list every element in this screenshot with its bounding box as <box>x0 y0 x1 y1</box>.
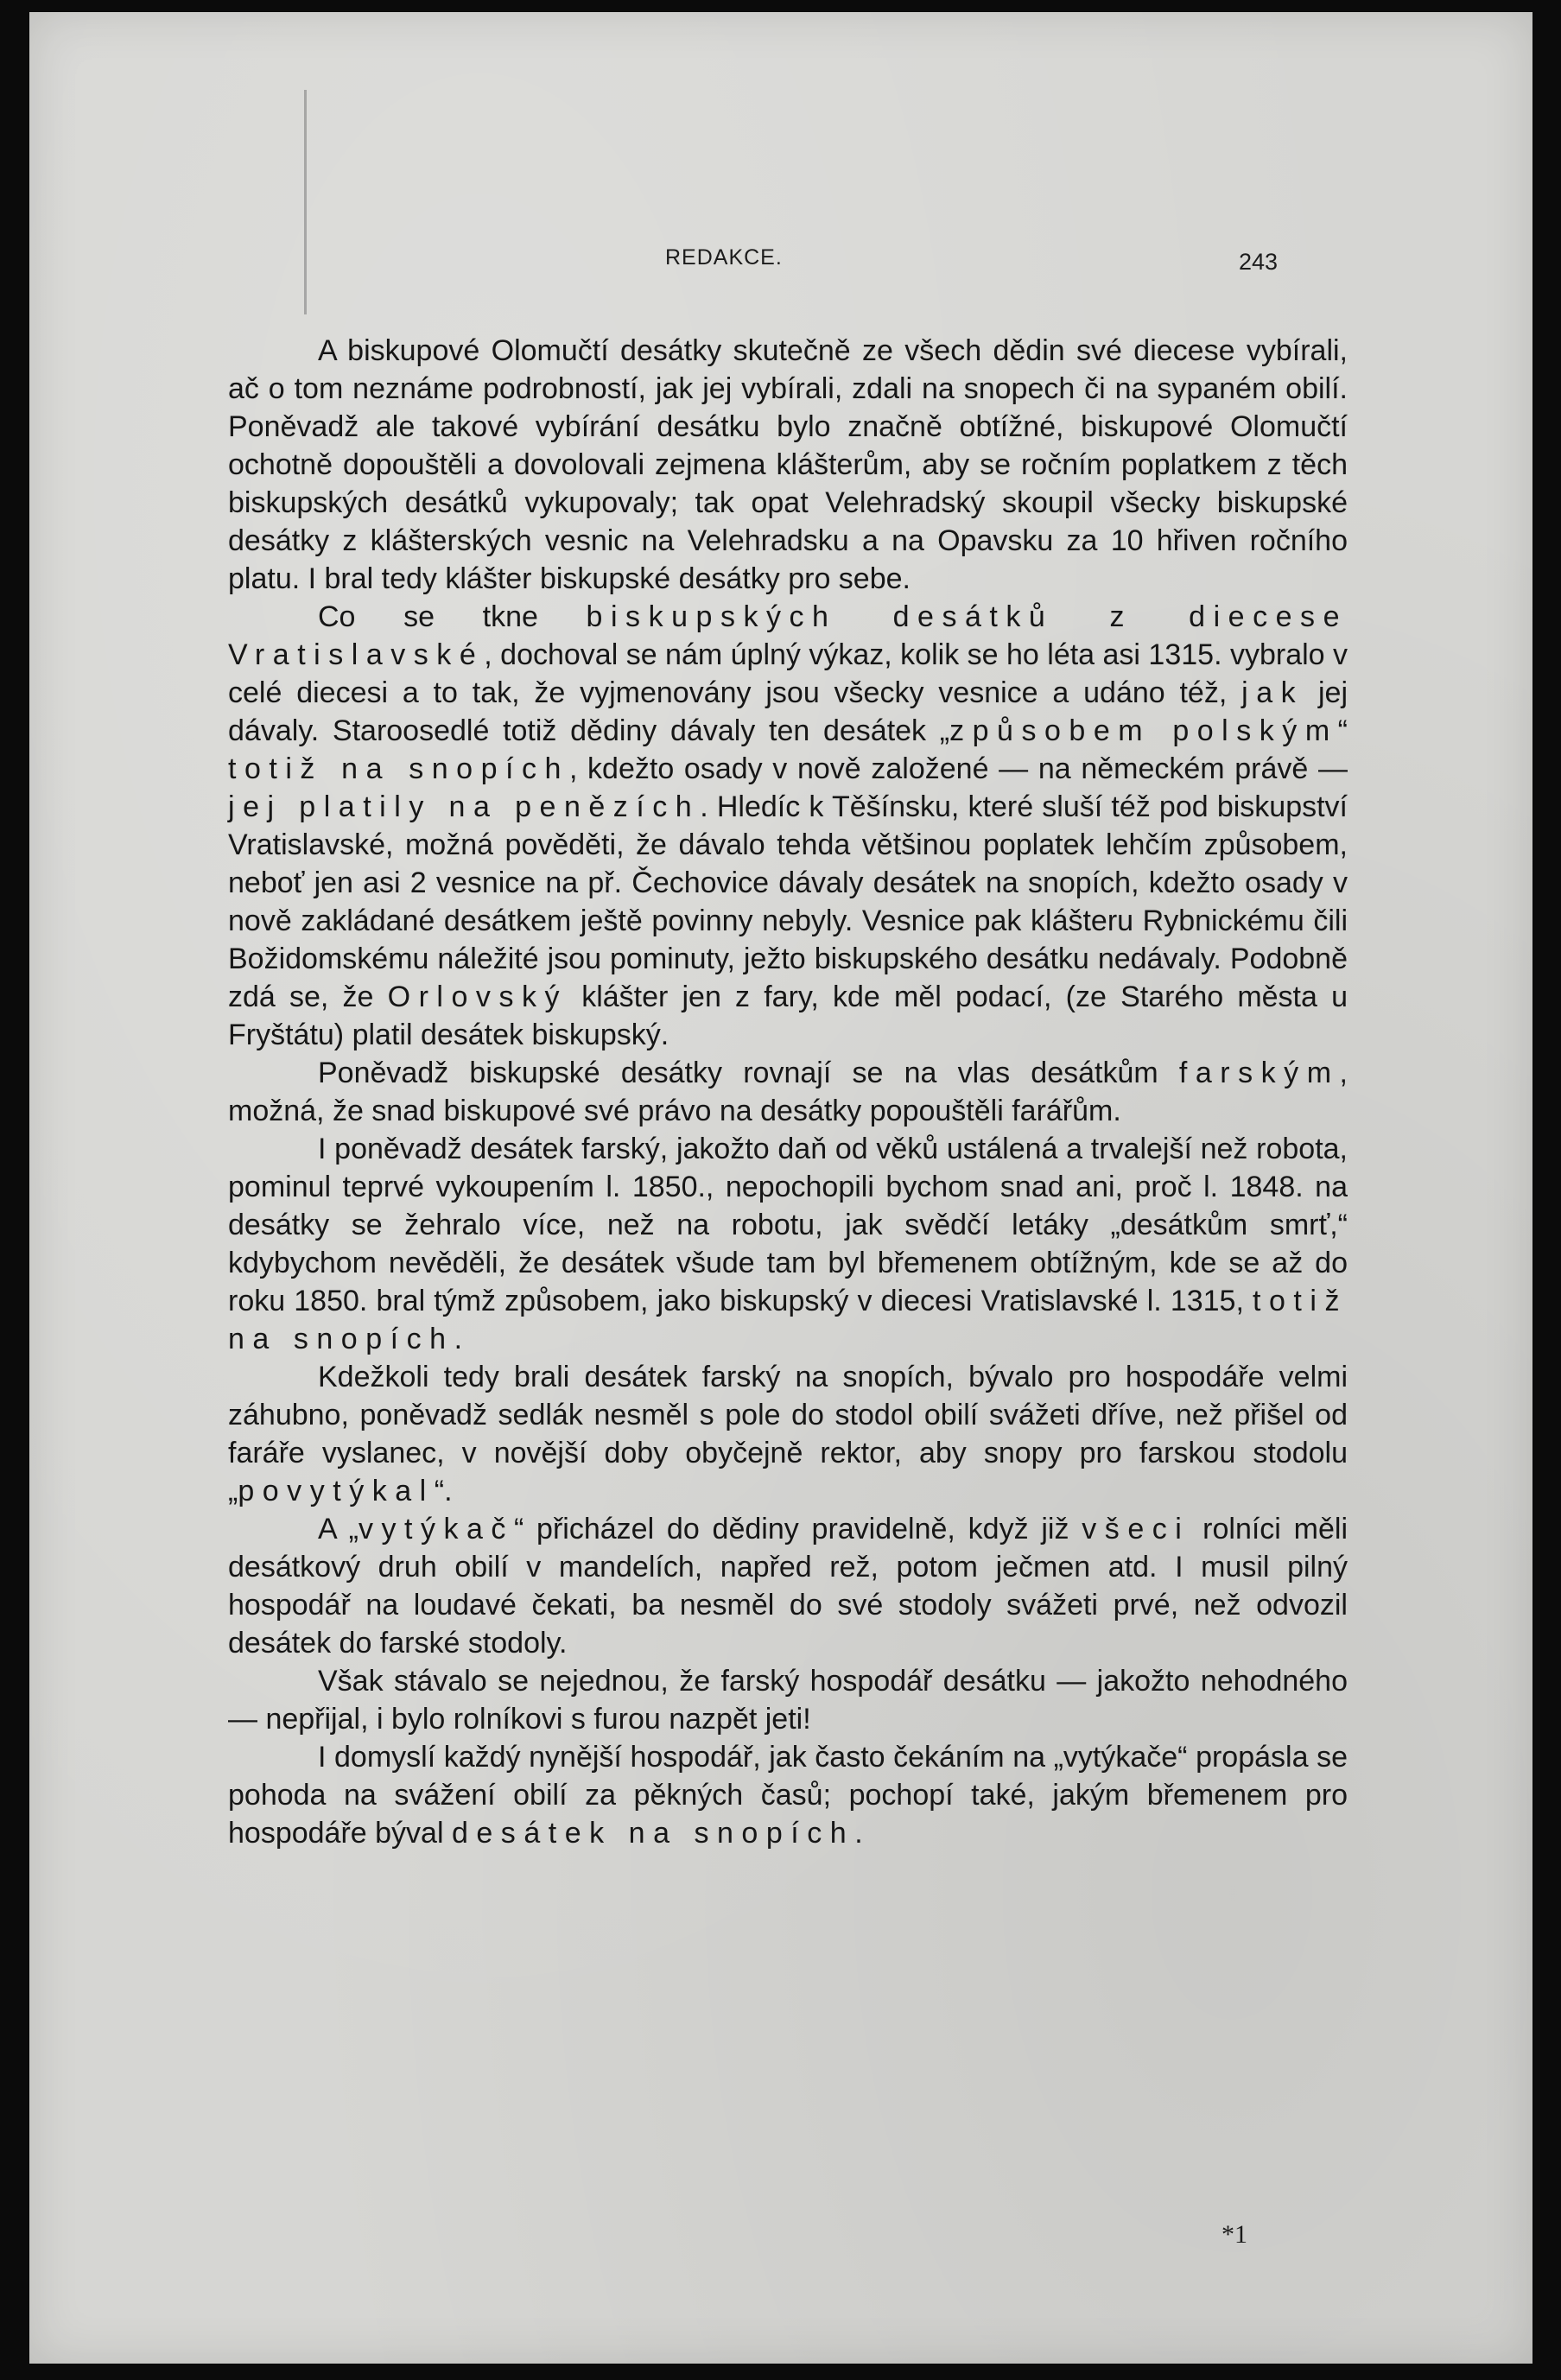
text-run: Však stávalo se nejednou, že farský hospodář desátku — jakožto nehodného — nepřijal, i bylo rolníkovi s furou nazpět jeti! <box>228 1665 1348 1736</box>
text-run: klášter jen z fary, kde měl podací, (ze Starého města u Fryštátu) platil desátek biskupský. <box>228 981 1348 1051</box>
body-text <box>228 332 1348 1852</box>
text-run: A biskupové Olomučtí desátky skutečně ze všech dědin své diecese vybírali, ač o tom neznáme podrobností, jak jej vybírali, zdali na snopech či na sypaném obilí. Poněvadž ale takové vybírání desátku bylo značně obtížné, biskupové Olomučtí ochotně dopouštěli a dovolovali zejmena klášterům, aby se ročním poplatkem z těch biskupských desátků vykupovaly; tak opat Velehradský skoupil všecky biskupské desátky z klášterských vesnic na Velehradsku a na Opavsku za 10 hřiven ročního platu. I bral tedy klášter biskupské desátky pro sebe. <box>228 334 1348 595</box>
text-run: . <box>454 1323 463 1355</box>
paragraph-8 <box>228 1738 1348 1852</box>
text-run: I poněvadž desátek farský, jakožto daň od věků ustálená a trvalejší než robota, pominul teprvé vykoupením l. 1850., nepochopili bychom snad ani, proč l. 1848. na desátky se žehralo více, než na robotu, jak svědčí letáky „desátkům smrť,“ kdybychom nevěděli, že desátek všude tam byl břemenem obtížným, kde se až do roku 1850. bral týmž způsobem, jako biskupský v diecesi Vratislavské l. 1315, <box>228 1133 1348 1317</box>
paragraph-1 <box>228 332 1348 598</box>
text-run: Kdežkoli tedy brali desátek farský na snopích, bývalo pro hospodáře velmi záhubno, poněvadž sedlák nesměl s pole do stodol obilí svážeti dříve, než přišel od faráře vyslanec, v novější doby obyčejně rektor, aby snopy pro farskou stodolu „ <box>228 1361 1348 1507</box>
signature-mark: *1 <box>1222 2220 1247 2249</box>
spaced-emphasis-text: totiž na snopích <box>228 752 569 785</box>
spaced-emphasis-text: všeci <box>1082 1513 1190 1545</box>
text-run: . <box>854 1817 863 1850</box>
spaced-emphasis-text: způsobem polským <box>949 714 1338 747</box>
spaced-emphasis-text: totiž na snopích <box>228 1285 1348 1355</box>
spaced-emphasis-text: vytýkač <box>358 1513 514 1545</box>
running-head: REDAKCE. <box>665 245 783 270</box>
spaced-emphasis-text: jej platily na penězích <box>228 790 701 823</box>
paragraph-7 <box>228 1662 1348 1738</box>
text-run: , možná, že snad biskupové své právo na desátky popouštěli farářům. <box>228 1057 1348 1127</box>
text-run: , dochoval se nám úplný výkaz, kolik se ho léta asi 1315. vybralo v celé diecesi a to tak, že vyjmenovány jsou všecky vesnice a udáno též, <box>228 638 1348 709</box>
spaced-emphasis-text: jak <box>1241 676 1304 709</box>
page-header <box>29 245 1532 289</box>
paragraph-5 <box>228 1358 1348 1510</box>
text-run: , kdežto osady v nově založené — na německém právě — <box>568 752 1348 785</box>
paragraph-6 <box>228 1510 1348 1662</box>
document-page <box>29 12 1532 2364</box>
page-number: 243 <box>1239 249 1279 275</box>
paragraph-2 <box>228 598 1348 1054</box>
text-run: A „ <box>318 1513 359 1545</box>
spaced-emphasis-text: Orlovský <box>387 981 568 1013</box>
paragraph-4 <box>228 1130 1348 1358</box>
text-run: Co se tkne <box>318 600 587 633</box>
spaced-emphasis-text: povytýkal <box>238 1475 435 1507</box>
spaced-emphasis-text: biskupských desátků z diecese Vratislavské <box>228 600 1348 671</box>
text-run: I domyslí každý nynější hospodář, jak často čekáním na „vytýkače“ propásla se pohoda na svážení obilí za pěkných časů; pochopí také, jakým břemenem pro hospodáře býval <box>228 1741 1348 1850</box>
text-run: “. <box>434 1475 453 1507</box>
spaced-emphasis-text: farským <box>1178 1057 1340 1089</box>
paragraph-3 <box>228 1054 1348 1130</box>
text-run: rolníci měli desátkový druh obilí v mandelích, napřed rež, potom ječmen atd. I musil pilný hospodář na loudavé čekati, ba nesměl do své stodoly svážeti prvé, než odvozil desátek do farské stodoly. <box>228 1513 1348 1660</box>
text-run: Poněvadž biskupské desátky rovnají se na vlas desátkům <box>318 1057 1179 1089</box>
text-run: jej dávaly. Staroosedlé totiž dědiny dávaly ten desátek „ <box>228 676 1348 747</box>
spaced-emphasis-text: desátek na snopích <box>451 1817 855 1850</box>
text-run: “ přicházel do dědiny pravidelně, když již <box>513 1513 1082 1545</box>
text-run: . Hledíc k Těšínsku, které sluší též pod biskupství Vratislavské, možná pověděti, že dávalo tehda většinou poplatek lehčím způsobem, neboť jen asi 2 vesnice na př. Čechovice dávaly desátek na snopích, kdežto osady v nově zakládané desátkem ještě povinny nebyly. Vesnice pak klášteru Rybnickému čili Božidomskému náležité jsou pominuty, ježto biskupského desátku nedávaly. Podobně zdá se, že <box>228 790 1348 1013</box>
text-run: “ <box>1337 714 1348 747</box>
